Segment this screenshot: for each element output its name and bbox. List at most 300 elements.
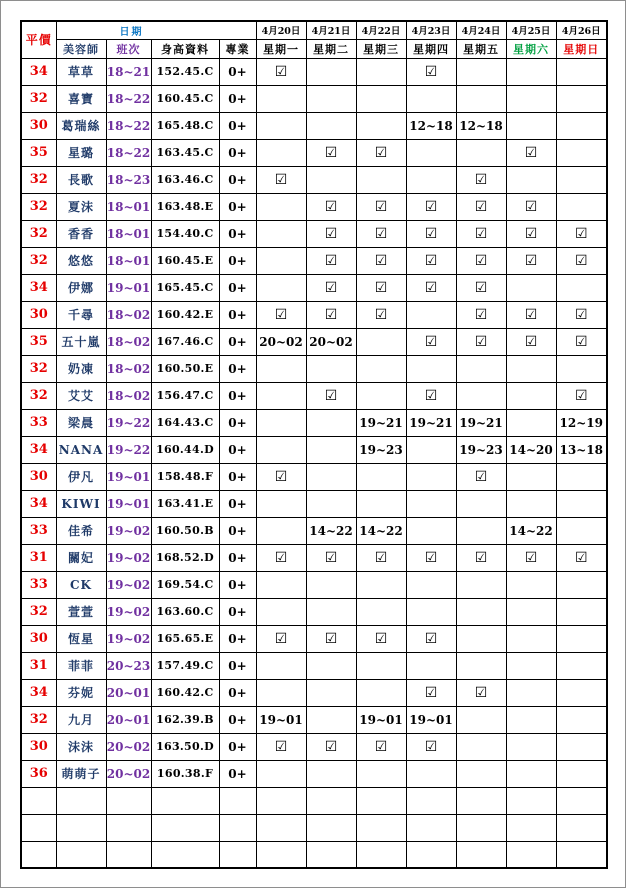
empty-cell	[56, 841, 106, 868]
checked-box-icon: ☑	[406, 328, 456, 355]
shift-cell: 18~21	[106, 58, 151, 85]
shift-cell: 20~02	[106, 733, 151, 760]
price-cell: 32	[21, 166, 56, 193]
table-row	[21, 301, 607, 328]
day-cell	[456, 571, 506, 598]
table-row	[21, 274, 607, 301]
beautician-name: 草草	[56, 58, 106, 85]
price-cell: 33	[21, 571, 56, 598]
empty-row	[21, 841, 607, 868]
day-cell: 14~22	[306, 517, 356, 544]
day-cell: 20~02	[256, 328, 306, 355]
day-cell: 19~23	[356, 436, 406, 463]
beautician-name: 喜寶	[56, 85, 106, 112]
day-cell	[306, 166, 356, 193]
checked-box-icon: ☑	[456, 544, 506, 571]
blank-rows	[21, 787, 607, 868]
day-cell	[506, 625, 556, 652]
beautician-name: 悠悠	[56, 247, 106, 274]
price-cell: 34	[21, 436, 56, 463]
table-row	[21, 706, 607, 733]
empty-cell	[506, 787, 556, 814]
checked-box-icon: ☑	[406, 382, 456, 409]
empty-cell	[506, 841, 556, 868]
day-cell	[306, 598, 356, 625]
day-cell: 14~20	[506, 436, 556, 463]
empty-cell	[356, 814, 406, 841]
day-cell	[256, 112, 306, 139]
profile-cell: 157.49.C	[151, 652, 219, 679]
empty-cell	[306, 814, 356, 841]
day-cell	[506, 760, 556, 787]
day-cell	[456, 625, 506, 652]
day-cell	[456, 85, 506, 112]
shift-cell: 19~02	[106, 544, 151, 571]
checked-box-icon: ☑	[556, 544, 607, 571]
price-cell: 32	[21, 220, 56, 247]
day-cell	[506, 652, 556, 679]
day-cell	[506, 274, 556, 301]
day-cell: 19~21	[406, 409, 456, 436]
shift-cell: 19~02	[106, 598, 151, 625]
day-cell	[556, 706, 607, 733]
table-row	[21, 247, 607, 274]
specialty-cell: 0+	[219, 112, 256, 139]
header-weekday-sat: 星期六	[506, 39, 556, 58]
profile-cell: 158.48.F	[151, 463, 219, 490]
day-cell	[556, 139, 607, 166]
table-row	[21, 328, 607, 355]
specialty-cell: 0+	[219, 625, 256, 652]
day-cell	[456, 652, 506, 679]
checked-box-icon: ☑	[256, 544, 306, 571]
day-cell	[256, 760, 306, 787]
checked-box-icon: ☑	[456, 301, 506, 328]
empty-cell	[219, 841, 256, 868]
checked-box-icon: ☑	[556, 301, 607, 328]
checked-box-icon: ☑	[256, 166, 306, 193]
price-cell: 35	[21, 139, 56, 166]
header-weekday-tue: 星期二	[306, 39, 356, 58]
table-row	[21, 544, 607, 571]
checked-box-icon: ☑	[406, 274, 456, 301]
day-cell	[356, 760, 406, 787]
day-cell	[356, 679, 406, 706]
header-date-label: 日期	[56, 21, 256, 39]
shift-cell: 20~01	[106, 706, 151, 733]
beautician-name: 香香	[56, 220, 106, 247]
shift-cell: 19~22	[106, 409, 151, 436]
day-cell	[306, 706, 356, 733]
checked-box-icon: ☑	[356, 274, 406, 301]
day-cell	[556, 679, 607, 706]
checked-box-icon: ☑	[556, 382, 607, 409]
empty-cell	[21, 814, 56, 841]
empty-cell	[306, 787, 356, 814]
header-date-apr25: 4月25日	[506, 21, 556, 39]
checked-box-icon: ☑	[556, 220, 607, 247]
day-cell	[556, 733, 607, 760]
day-cell	[556, 517, 607, 544]
price-cell: 32	[21, 598, 56, 625]
beautician-name: 葛瑞絲	[56, 112, 106, 139]
day-cell	[556, 598, 607, 625]
day-cell: 19~21	[456, 409, 506, 436]
day-cell: 12~19	[556, 409, 607, 436]
header-beautician: 美容師	[56, 39, 106, 58]
specialty-cell: 0+	[219, 517, 256, 544]
shift-cell: 18~02	[106, 382, 151, 409]
checked-box-icon: ☑	[256, 301, 306, 328]
price-cell: 34	[21, 58, 56, 85]
beautician-name: 關妃	[56, 544, 106, 571]
checked-box-icon: ☑	[356, 193, 406, 220]
profile-cell: 163.50.D	[151, 733, 219, 760]
day-cell	[506, 355, 556, 382]
day-cell	[456, 598, 506, 625]
beautician-name: KIWI	[56, 490, 106, 517]
beautician-name: CK	[56, 571, 106, 598]
day-cell	[406, 463, 456, 490]
empty-cell	[151, 814, 219, 841]
day-cell	[256, 274, 306, 301]
beautician-name: NANA	[56, 436, 106, 463]
shift-cell: 20~23	[106, 652, 151, 679]
checked-box-icon: ☑	[306, 382, 356, 409]
header-weekday-mon: 星期一	[256, 39, 306, 58]
day-cell	[356, 355, 406, 382]
day-cell: 12~18	[456, 112, 506, 139]
day-cell	[556, 193, 607, 220]
day-cell	[406, 517, 456, 544]
beautician-name: 伊娜	[56, 274, 106, 301]
profile-cell: 169.54.C	[151, 571, 219, 598]
checked-box-icon: ☑	[356, 247, 406, 274]
day-cell	[356, 58, 406, 85]
day-cell	[306, 112, 356, 139]
price-cell: 30	[21, 733, 56, 760]
checked-box-icon: ☑	[306, 274, 356, 301]
day-cell	[406, 301, 456, 328]
price-cell: 33	[21, 517, 56, 544]
day-cell	[506, 463, 556, 490]
empty-cell	[406, 841, 456, 868]
table-row	[21, 679, 607, 706]
day-cell: 19~01	[356, 706, 406, 733]
day-cell	[356, 112, 406, 139]
shift-cell: 19~01	[106, 490, 151, 517]
profile-cell: 168.52.D	[151, 544, 219, 571]
table-row	[21, 58, 607, 85]
checked-box-icon: ☑	[306, 544, 356, 571]
profile-cell: 154.40.C	[151, 220, 219, 247]
specialty-cell: 0+	[219, 598, 256, 625]
price-cell: 35	[21, 328, 56, 355]
price-cell: 32	[21, 85, 56, 112]
day-cell	[306, 679, 356, 706]
header-weekday-thu: 星期四	[406, 39, 456, 58]
day-cell	[456, 382, 506, 409]
day-cell	[456, 490, 506, 517]
table-row	[21, 139, 607, 166]
price-cell: 34	[21, 490, 56, 517]
checked-box-icon: ☑	[456, 274, 506, 301]
day-cell	[556, 625, 607, 652]
day-cell	[256, 220, 306, 247]
beautician-name: 五十嵐	[56, 328, 106, 355]
shift-cell: 19~01	[106, 463, 151, 490]
beautician-name: 菲菲	[56, 652, 106, 679]
checked-box-icon: ☑	[256, 58, 306, 85]
specialty-cell: 0+	[219, 733, 256, 760]
beautician-name: 沫沫	[56, 733, 106, 760]
empty-row	[21, 787, 607, 814]
profile-cell: 163.60.C	[151, 598, 219, 625]
beautician-name: 夏沫	[56, 193, 106, 220]
table-row	[21, 571, 607, 598]
checked-box-icon: ☑	[406, 679, 456, 706]
day-cell	[406, 166, 456, 193]
header-date-apr26: 4月26日	[556, 21, 607, 39]
day-cell	[556, 760, 607, 787]
beautician-name: 萱萱	[56, 598, 106, 625]
empty-cell	[556, 787, 607, 814]
checked-box-icon: ☑	[306, 139, 356, 166]
empty-cell	[106, 814, 151, 841]
profile-cell: 160.42.E	[151, 301, 219, 328]
day-cell	[456, 733, 506, 760]
day-cell	[506, 409, 556, 436]
day-cell	[506, 571, 556, 598]
header-date-apr24: 4月24日	[456, 21, 506, 39]
day-cell	[306, 490, 356, 517]
header-specialty: 專業	[219, 39, 256, 58]
specialty-cell: 0+	[219, 355, 256, 382]
specialty-cell: 0+	[219, 760, 256, 787]
header-row-dates	[21, 21, 607, 39]
price-cell: 30	[21, 625, 56, 652]
specialty-cell: 0+	[219, 679, 256, 706]
profile-cell: 160.38.F	[151, 760, 219, 787]
day-cell	[256, 598, 306, 625]
day-cell	[506, 382, 556, 409]
price-cell: 30	[21, 301, 56, 328]
shift-cell: 19~22	[106, 436, 151, 463]
price-cell: 30	[21, 112, 56, 139]
specialty-cell: 0+	[219, 436, 256, 463]
empty-cell	[406, 814, 456, 841]
day-cell	[406, 598, 456, 625]
checked-box-icon: ☑	[406, 733, 456, 760]
day-cell	[256, 247, 306, 274]
day-cell	[556, 652, 607, 679]
checked-box-icon: ☑	[406, 193, 456, 220]
day-cell	[306, 85, 356, 112]
profile-cell: 164.43.C	[151, 409, 219, 436]
shift-cell: 19~02	[106, 517, 151, 544]
day-cell	[556, 112, 607, 139]
day-cell	[356, 328, 406, 355]
profile-cell: 162.39.B	[151, 706, 219, 733]
shift-cell: 18~22	[106, 85, 151, 112]
day-cell	[306, 436, 356, 463]
profile-cell: 152.45.C	[151, 58, 219, 85]
day-cell	[506, 490, 556, 517]
checked-box-icon: ☑	[306, 625, 356, 652]
checked-box-icon: ☑	[306, 247, 356, 274]
shift-cell: 18~02	[106, 301, 151, 328]
day-cell	[306, 409, 356, 436]
table-header	[21, 21, 607, 58]
checked-box-icon: ☑	[556, 247, 607, 274]
profile-cell: 160.50.E	[151, 355, 219, 382]
table-row	[21, 517, 607, 544]
day-cell	[456, 517, 506, 544]
checked-box-icon: ☑	[406, 220, 456, 247]
empty-cell	[151, 841, 219, 868]
checked-box-icon: ☑	[456, 193, 506, 220]
day-cell: 19~23	[456, 436, 506, 463]
day-cell	[556, 85, 607, 112]
checked-box-icon: ☑	[456, 220, 506, 247]
day-cell	[456, 706, 506, 733]
empty-cell	[106, 787, 151, 814]
day-cell	[356, 166, 406, 193]
day-cell	[456, 139, 506, 166]
day-cell	[406, 139, 456, 166]
price-cell: 32	[21, 355, 56, 382]
day-cell	[406, 760, 456, 787]
shift-cell: 20~02	[106, 760, 151, 787]
empty-cell	[256, 814, 306, 841]
checked-box-icon: ☑	[256, 625, 306, 652]
checked-box-icon: ☑	[306, 301, 356, 328]
day-cell	[356, 598, 406, 625]
header-row-columns	[21, 39, 607, 58]
shift-cell: 19~02	[106, 571, 151, 598]
checked-box-icon: ☑	[506, 544, 556, 571]
header-price: 平價	[21, 21, 56, 58]
checked-box-icon: ☑	[406, 625, 456, 652]
day-cell	[506, 85, 556, 112]
header-date-apr23: 4月23日	[406, 21, 456, 39]
beautician-name: 千尋	[56, 301, 106, 328]
day-cell	[306, 355, 356, 382]
day-cell: 19~01	[256, 706, 306, 733]
day-cell	[256, 139, 306, 166]
empty-cell	[256, 841, 306, 868]
header-date-apr21: 4月21日	[306, 21, 356, 39]
specialty-cell: 0+	[219, 652, 256, 679]
header-weekday-sun: 星期日	[556, 39, 607, 58]
table-row	[21, 409, 607, 436]
day-cell	[256, 679, 306, 706]
empty-cell	[556, 814, 607, 841]
empty-row	[21, 814, 607, 841]
empty-cell	[151, 787, 219, 814]
profile-cell: 165.45.C	[151, 274, 219, 301]
table-row	[21, 598, 607, 625]
day-cell	[256, 490, 306, 517]
profile-cell: 167.46.C	[151, 328, 219, 355]
shift-cell: 20~01	[106, 679, 151, 706]
price-cell: 33	[21, 409, 56, 436]
beautician-name: 奶凍	[56, 355, 106, 382]
profile-cell: 163.41.E	[151, 490, 219, 517]
day-cell	[406, 652, 456, 679]
beautician-name: 伊凡	[56, 463, 106, 490]
profile-cell: 160.45.C	[151, 85, 219, 112]
checked-box-icon: ☑	[356, 544, 406, 571]
day-cell: 13~18	[556, 436, 607, 463]
shift-cell: 19~01	[106, 274, 151, 301]
empty-cell	[21, 841, 56, 868]
table-row	[21, 652, 607, 679]
empty-cell	[306, 841, 356, 868]
specialty-cell: 0+	[219, 220, 256, 247]
day-cell	[256, 436, 306, 463]
day-cell	[456, 58, 506, 85]
day-cell: 12~18	[406, 112, 456, 139]
day-cell	[406, 355, 456, 382]
shift-cell: 18~01	[106, 193, 151, 220]
checked-box-icon: ☑	[306, 193, 356, 220]
specialty-cell: 0+	[219, 490, 256, 517]
beautician-name: 長歌	[56, 166, 106, 193]
profile-cell: 160.42.C	[151, 679, 219, 706]
day-cell: 14~22	[356, 517, 406, 544]
beautician-name: 恆星	[56, 625, 106, 652]
empty-cell	[556, 841, 607, 868]
price-cell: 32	[21, 382, 56, 409]
day-cell	[406, 85, 456, 112]
table-row	[21, 463, 607, 490]
checked-box-icon: ☑	[506, 139, 556, 166]
day-cell	[556, 355, 607, 382]
checked-box-icon: ☑	[506, 301, 556, 328]
specialty-cell: 0+	[219, 274, 256, 301]
day-cell	[356, 571, 406, 598]
day-cell	[556, 166, 607, 193]
day-cell	[456, 760, 506, 787]
day-cell	[556, 274, 607, 301]
day-cell	[256, 85, 306, 112]
day-cell	[506, 706, 556, 733]
specialty-cell: 0+	[219, 382, 256, 409]
price-cell: 34	[21, 679, 56, 706]
beautician-name: 梁晨	[56, 409, 106, 436]
table-row	[21, 760, 607, 787]
day-cell: 20~02	[306, 328, 356, 355]
day-cell: 19~01	[406, 706, 456, 733]
price-cell: 34	[21, 274, 56, 301]
day-cell	[356, 85, 406, 112]
day-cell	[506, 679, 556, 706]
day-cell	[406, 490, 456, 517]
day-cell	[306, 652, 356, 679]
day-cell	[556, 463, 607, 490]
empty-cell	[356, 841, 406, 868]
checked-box-icon: ☑	[356, 625, 406, 652]
table-row	[21, 436, 607, 463]
day-cell	[556, 571, 607, 598]
day-cell	[306, 58, 356, 85]
day-cell	[506, 112, 556, 139]
day-cell	[306, 571, 356, 598]
shift-cell: 19~02	[106, 625, 151, 652]
day-cell	[306, 760, 356, 787]
checked-box-icon: ☑	[456, 247, 506, 274]
